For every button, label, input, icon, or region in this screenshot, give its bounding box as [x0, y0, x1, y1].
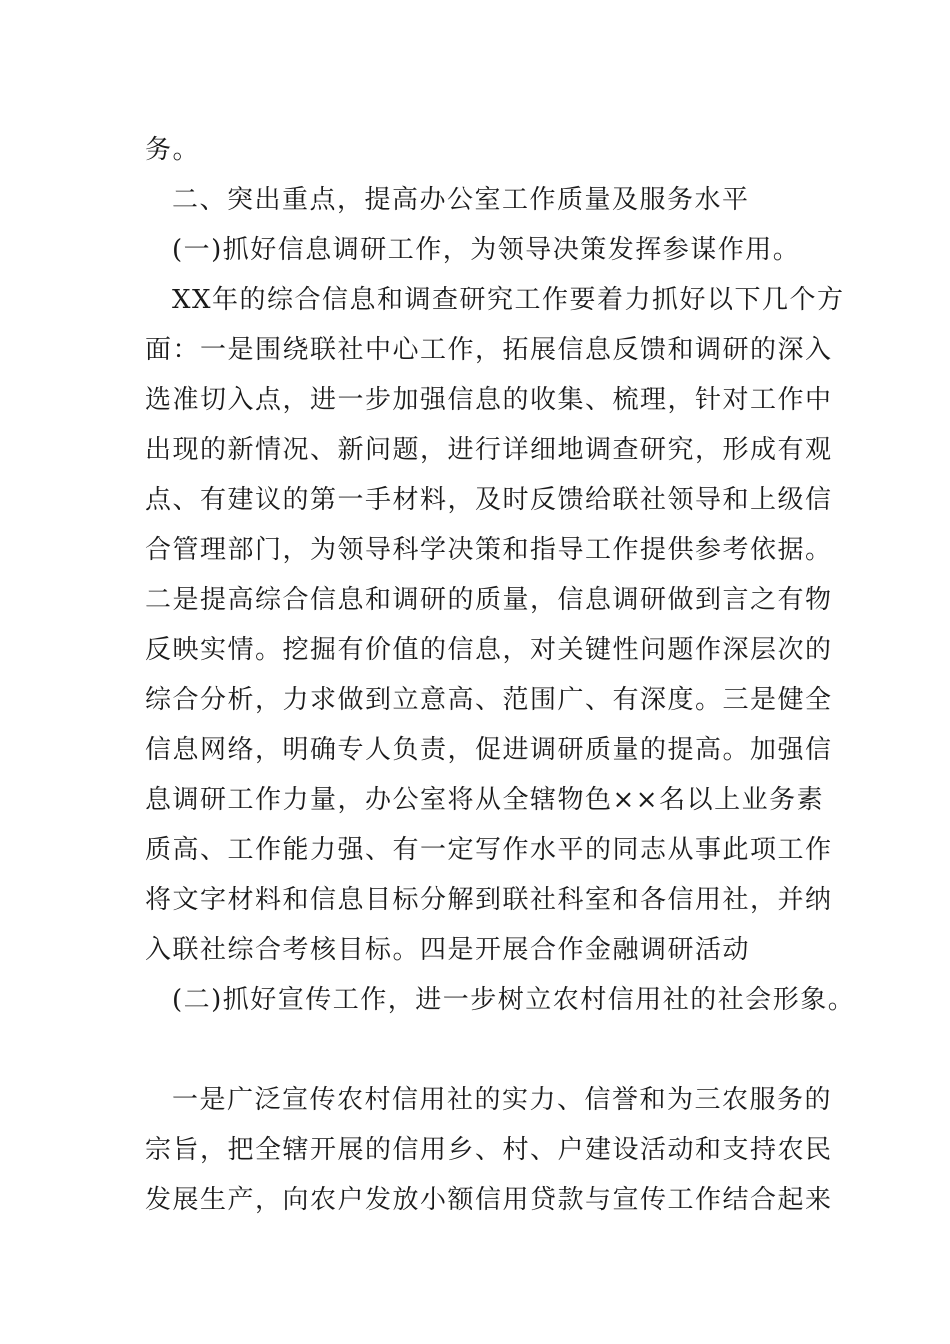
section-heading: 二、突出重点，提高办公室工作质量及服务水平: [172, 185, 750, 215]
text-line: 反映实情。挖掘有价值的信息，对关键性问题作深层次的: [145, 635, 833, 665]
subsection-heading: (一)抓好信息调研工作，为领导决策发挥参谋作用。: [172, 235, 801, 265]
text-line: 入联社综合考核目标。四是开展合作金融调研活动: [145, 935, 751, 965]
text-line: XX年的综合信息和调查研究工作要着力抓好以下几个方: [172, 285, 845, 315]
text-line: 宗旨，把全辖开展的信用乡、村、户建设活动和支持农民: [145, 1135, 833, 1165]
text-line: 选准切入点，进一步加强信息的收集、梳理，针对工作中: [145, 385, 833, 415]
text-line: 务。: [145, 135, 201, 165]
text-line: 将文字材料和信息目标分解到联社科室和各信用社，并纳: [145, 885, 833, 915]
text-line: 信息网络，明确专人负责，促进调研质量的提高。加强信: [145, 735, 833, 765]
text-line: 出现的新情况、新问题，进行详细地调查研究，形成有观: [145, 435, 833, 465]
text-line: 合管理部门，为领导科学决策和指导工作提供参考依据。: [145, 535, 833, 565]
text-line: 息调研工作力量，办公室将从全辖物色××名以上业务素: [145, 785, 825, 815]
text-line: 质高、工作能力强、有一定写作水平的同志从事此项工作: [145, 835, 833, 865]
text-line: 发展生产，向农户发放小额信用贷款与宣传工作结合起来: [145, 1185, 833, 1215]
text-line: 一是广泛宣传农村信用社的实力、信誉和为三农服务的: [172, 1085, 833, 1115]
subsection-heading: (二)抓好宣传工作，进一步树立农村信用社的社会形象。: [172, 985, 856, 1015]
text-line: 面：一是围绕联社中心工作，拓展信息反馈和调研的深入: [145, 335, 833, 365]
text-line: 点、有建议的第一手材料，及时反馈给联社领导和上级信: [145, 485, 833, 515]
text-line: 综合分析，力求做到立意高、范围广、有深度。三是健全: [145, 685, 833, 715]
text-line: 二是提高综合信息和调研的质量，信息调研做到言之有物: [145, 585, 833, 615]
